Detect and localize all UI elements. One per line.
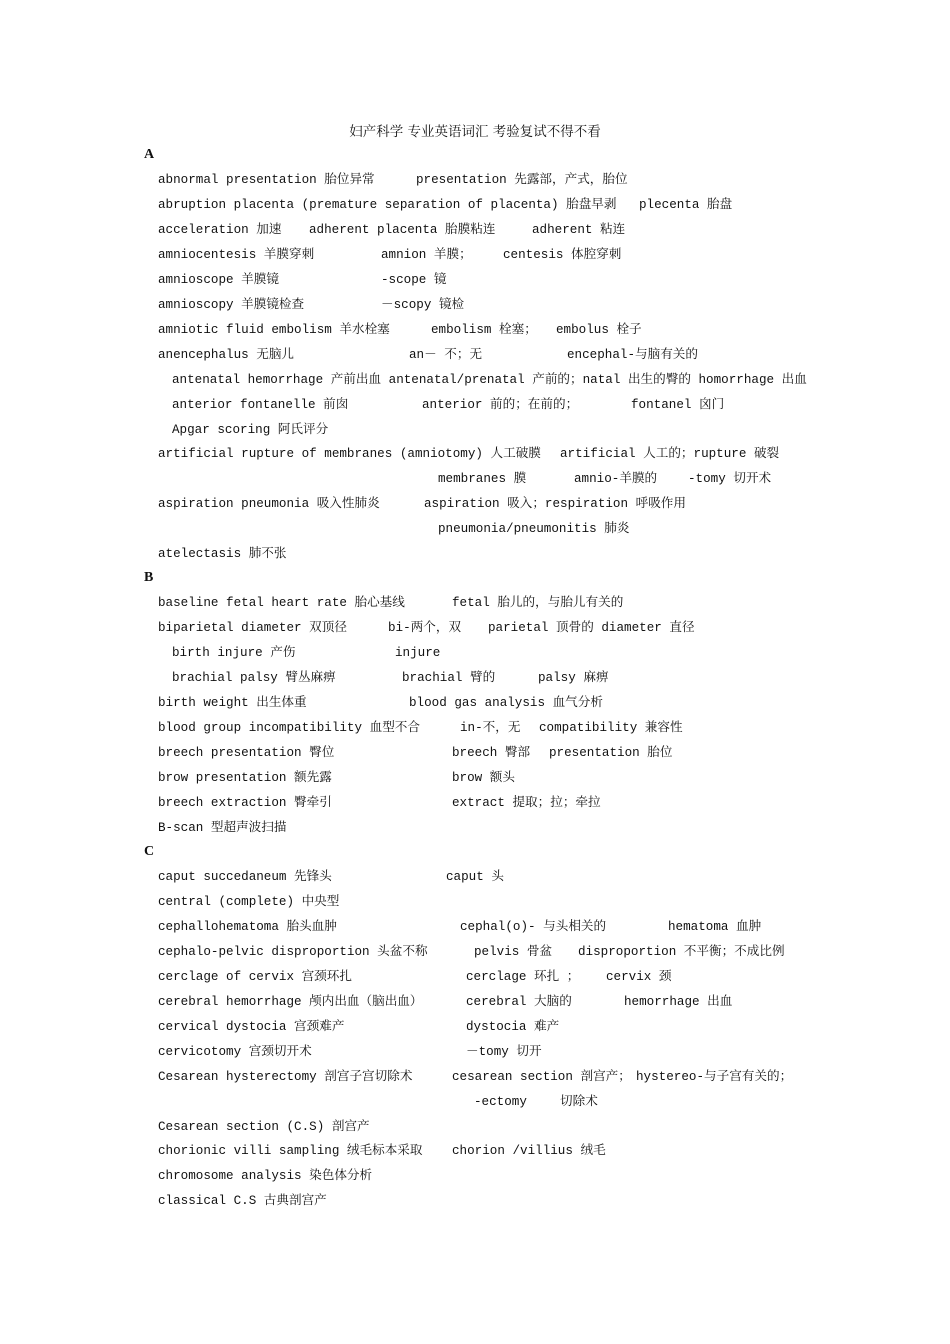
vocab-line [0, 693, 950, 713]
vocab-term: abruption placenta (premature separation of placenta) 胎盘早剥 [158, 197, 617, 212]
vocab-note: aspiration 吸入；respiration 呼吸作用 [424, 497, 686, 512]
vocab-line [0, 768, 950, 788]
vocab-note: amnion 羊膜； [381, 247, 472, 262]
vocab-term: atelectasis 肺不张 [158, 547, 287, 562]
vocab-line [0, 469, 950, 489]
vocab-line [0, 220, 950, 240]
vocab-term: chorionic villi sampling 绒毛标本采取 [158, 1144, 423, 1159]
vocab-term: Apgar scoring 阿氏评分 [172, 422, 329, 437]
vocab-term: breech presentation 臀位 [158, 745, 335, 760]
vocab-line [0, 668, 950, 688]
vocab-note: in-不，无 [460, 720, 521, 735]
vocab-line [0, 1092, 950, 1112]
vocab-note: artificial 人工的；rupture 破裂 [560, 447, 780, 462]
vocab-term: aspiration pneumonia 吸入性肺炎 [158, 497, 380, 512]
vocab-line [0, 1017, 950, 1037]
vocab-note: adherent placenta 胎膜粘连 [309, 222, 496, 237]
vocab-line [0, 1067, 950, 1087]
vocab-term: -ectomy [474, 1094, 527, 1109]
vocab-note: extract 提取；拉；牵拉 [452, 795, 601, 810]
vocab-term: chromosome analysis 染色体分析 [158, 1169, 373, 1184]
vocab-note: cesarean section 剖宫产； [452, 1069, 631, 1084]
vocab-line [0, 444, 950, 464]
vocab-note: embolus 栓子 [556, 322, 642, 337]
vocab-note: hemorrhage 出血 [624, 994, 733, 1009]
vocab-note: embolism 栓塞； [431, 322, 537, 337]
vocab-term: birth weight 出生体重 [158, 695, 307, 710]
vocab-note: amnio-羊膜的 [574, 472, 658, 487]
vocab-note: fetal 胎儿的，与胎儿有关的 [452, 596, 624, 610]
vocab-line [0, 892, 950, 912]
vocab-term: Cesarean hysterectomy 剖宫子宫切除术 [158, 1069, 413, 1084]
vocab-note: presentation 胎位 [549, 745, 673, 760]
vocab-line [0, 718, 950, 738]
vocab-line [0, 967, 950, 987]
vocab-term: anterior fontanelle 前囱 [172, 397, 349, 412]
vocab-term: B-scan 型超声波扫描 [158, 820, 287, 835]
vocab-line [0, 519, 950, 539]
vocab-line [0, 1141, 950, 1161]
vocab-note: hematoma 血肿 [668, 919, 762, 934]
section-letter-c: C [144, 844, 155, 859]
vocab-note: cerclage 环扎 ； [466, 969, 580, 984]
vocab-line [0, 1117, 950, 1137]
vocab-note: breech 臀部 [452, 745, 531, 760]
vocab-term: blood group incompatibility 血型不合 [158, 720, 420, 735]
vocab-term: cervical dystocia 宫颈难产 [158, 1019, 345, 1034]
vocab-term: cephallohematoma 胎头血肿 [158, 919, 337, 934]
vocab-note: anterior 前的；在前的； [422, 397, 579, 412]
vocab-line [0, 370, 950, 390]
vocab-term: acceleration 加速 [158, 222, 282, 237]
vocab-line [0, 917, 950, 937]
vocab-term: breech extraction 臀牵引 [158, 795, 332, 810]
vocab-term: artificial rupture of membranes (amniotomy) 人工破膜 [158, 447, 541, 462]
vocab-note: brow 额头 [452, 770, 515, 785]
vocab-note: centesis 体腔穿刺 [503, 247, 622, 262]
vocab-term: abnormal presentation 胎位异常 [158, 173, 375, 187]
vocab-note: pelvis 骨盆 [474, 944, 553, 959]
vocab-line [0, 420, 950, 440]
vocab-line [0, 1191, 950, 1211]
vocab-note: palsy 麻痹 [538, 670, 609, 685]
vocab-note: adherent 粘连 [532, 222, 626, 237]
vocab-line [0, 195, 950, 215]
vocab-note: blood gas analysis 血气分析 [409, 695, 603, 710]
vocab-term: central (complete) 中央型 [158, 894, 340, 909]
vocab-line [0, 867, 950, 887]
vocab-term: amniotic fluid embolism 羊水栓塞 [158, 322, 390, 337]
vocab-line [0, 793, 950, 813]
vocab-line [0, 170, 950, 190]
vocab-line [0, 1166, 950, 1186]
vocab-note: an－ 不；无 [409, 347, 483, 362]
vocab-term: pneumonia/pneumonitis 肺炎 [438, 522, 630, 537]
vocab-note: cervix 颈 [606, 969, 672, 984]
vocab-line [0, 1042, 950, 1062]
vocab-note: injure [395, 645, 441, 660]
vocab-line [0, 270, 950, 290]
vocab-term: cephalo-pelvic disproportion 头盆不称 [158, 944, 428, 959]
vocab-line [0, 395, 950, 415]
vocab-line [0, 618, 950, 638]
vocab-note: brachial 臂的 [402, 670, 496, 685]
vocab-term: birth injure 产伤 [172, 645, 296, 660]
vocab-line [0, 992, 950, 1012]
vocab-note: 切除术 [560, 1094, 598, 1109]
vocab-note: plecenta 胎盘 [639, 197, 733, 212]
vocab-line [0, 593, 950, 613]
vocab-line [0, 743, 950, 763]
vocab-note: cephal(o)- 与头相关的 [460, 919, 607, 934]
vocab-term: cervicotomy 宫颈切开术 [158, 1044, 312, 1059]
vocab-term: amnioscopy 羊膜镜检查 [158, 297, 305, 312]
vocab-note: hystereo-与子宫有关的； [636, 1069, 793, 1084]
vocab-term: cerclage of cervix 宫颈环扎 [158, 969, 352, 984]
vocab-note: bi-两个，双 [388, 620, 462, 635]
vocab-note: presentation 先露部，产式，胎位 [416, 173, 628, 187]
vocab-line [0, 345, 950, 365]
vocab-term: brachial palsy 臂丛麻痹 [172, 670, 336, 685]
vocab-line [0, 320, 950, 340]
vocab-term: amniocentesis 羊膜穿刺 [158, 247, 315, 262]
vocab-term: membranes 膜 [438, 472, 527, 487]
section-letter-a: A [144, 147, 155, 162]
vocab-note: -tomy 切开术 [688, 472, 772, 487]
vocab-term: cerebral hemorrhage 颅内出血（脑出血） [158, 994, 423, 1009]
vocab-term: baseline fetal heart rate 胎心基线 [158, 596, 405, 610]
vocab-note: fontanel 囟门 [631, 397, 725, 412]
vocab-note: －scopy 镜检 [381, 297, 465, 312]
vocab-line [0, 942, 950, 962]
vocab-term: antenatal hemorrhage 产前出血 antenatal/prenatal 产前的；natal 出生的臀的 homorrhage 出血 [172, 372, 807, 387]
vocab-term: amnioscope 羊膜镜 [158, 272, 279, 287]
vocab-note: －tomy 切开 [466, 1044, 542, 1059]
vocab-note: dystocia 难产 [466, 1019, 560, 1034]
vocab-term: biparietal diameter 双顶径 [158, 620, 347, 635]
vocab-note: parietal 顶骨的 diameter 直径 [488, 620, 695, 635]
section-letter-b: B [144, 570, 154, 585]
vocab-line [0, 494, 950, 514]
vocab-note: disproportion 不平衡；不成比例 [578, 944, 785, 959]
vocab-note: chorion /villius 绒毛 [452, 1144, 606, 1159]
vocab-line [0, 818, 950, 838]
vocab-note: caput 头 [446, 870, 504, 884]
vocab-note: compatibility 兼容性 [539, 720, 683, 735]
vocab-term: caput succedaneum 先锋头 [158, 870, 332, 884]
vocab-term: anencephalus 无脑儿 [158, 347, 295, 362]
vocab-line [0, 544, 950, 564]
vocab-term: classical C.S 古典剖宫产 [158, 1194, 327, 1209]
vocab-note: cerebral 大脑的 [466, 994, 572, 1009]
vocab-term: Cesarean section (C.S) 剖宫产 [158, 1119, 370, 1134]
vocab-note: -scope 镜 [381, 272, 447, 287]
vocab-term: brow presentation 额先露 [158, 770, 332, 785]
page-title: 妇产科学 专业英语词汇 考验复试不得不看 [349, 124, 601, 140]
vocab-line [0, 245, 950, 265]
vocab-line [0, 643, 950, 663]
vocab-line [0, 295, 950, 315]
vocab-note: encephal-与脑有关的 [567, 347, 698, 362]
